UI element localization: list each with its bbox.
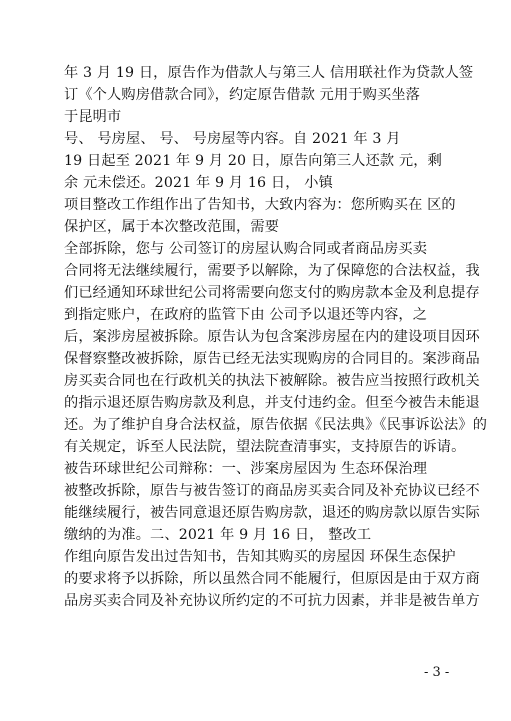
text-line: 合同将无法继续履行，需要予以解除，为了保障您的合法权益，我 <box>64 263 480 279</box>
text-line: 的指示退还原告购房款及利息，并支付违约金。但至今被告未能退 <box>64 395 480 411</box>
text-line: 全部拆除，您与 公司签订的房屋认购合同或者商品房买卖 <box>64 241 428 257</box>
text-line: 后，案涉房屋被拆除。原告认为包含案涉房屋在内的建设项目因环 <box>64 329 480 345</box>
text-line: 房买卖合同也在行政机关的执法下被解除。被告应当按照行政机关 <box>64 373 480 389</box>
text-line: 余 元未偿还。2021 年 9 月 16 日， 小镇 <box>64 175 333 191</box>
text-line: 项目整改工作组作出了告知书，大致内容为：您所购买在 区的 <box>64 197 456 213</box>
text-line: 到指定账户，在政府的监管下由 公司予以退还等内容，之 <box>64 307 428 323</box>
text-line: 缴纳的为准。二、2021 年 9 月 16 日， 整改工 <box>64 527 372 543</box>
text-line: 品房买卖合同及补充协议所约定的不可抗力因素，并非是被告单方 <box>64 593 480 609</box>
text-line: 被整改拆除，原告与被告签订的商品房买卖合同及补充协议已经不 <box>64 483 480 499</box>
text-line: 保督察整改被拆除，原告已经无法实现购房的合同目的。案涉商品 <box>64 351 480 367</box>
text-line: 有关规定，诉至人民法院，望法院查清事实，支持原告的诉请。 <box>64 439 466 455</box>
text-line: 的要求将予以拆除，所以虽然合同不能履行，但原因是由于双方商 <box>64 571 480 587</box>
text-line: 保护区，属于本次整改范围，需要 <box>64 219 280 235</box>
text-line: 号、 号房屋、 号、 号房屋等内容。自 2021 年 3 月 <box>64 131 401 147</box>
text-line: 年 3 月 19 日，原告作为借款人与第三人 信用联社作为贷款人签 <box>64 65 474 81</box>
text-line: 19 日起至 2021 年 9 月 20 日，原告向第三人还款 元，剩 <box>64 153 442 169</box>
text-line: 能继续履行，被告同意退还原告购房款，退还的购房款以原告实际 <box>64 505 480 521</box>
page-number: - 3 - <box>424 665 450 680</box>
text-line: 还。为了维护自身合法权益，原告依据《民法典》《民事诉讼法》的 <box>64 417 488 433</box>
text-line: 作组向原告发出过告知书，告知其购买的房屋因 环保生态保护 <box>64 549 456 565</box>
text-line: 订《个人购房借款合同》，约定原告借款 元用于购买坐落 <box>64 87 420 103</box>
text-line: 被告环球世纪公司辩称：一、涉案房屋因为 生态环保治理 <box>64 461 428 477</box>
text-line: 于昆明市 <box>64 109 122 125</box>
text-line: 们已经通知环球世纪公司将需要向您支付的购房款本金及利息提存 <box>64 285 480 301</box>
